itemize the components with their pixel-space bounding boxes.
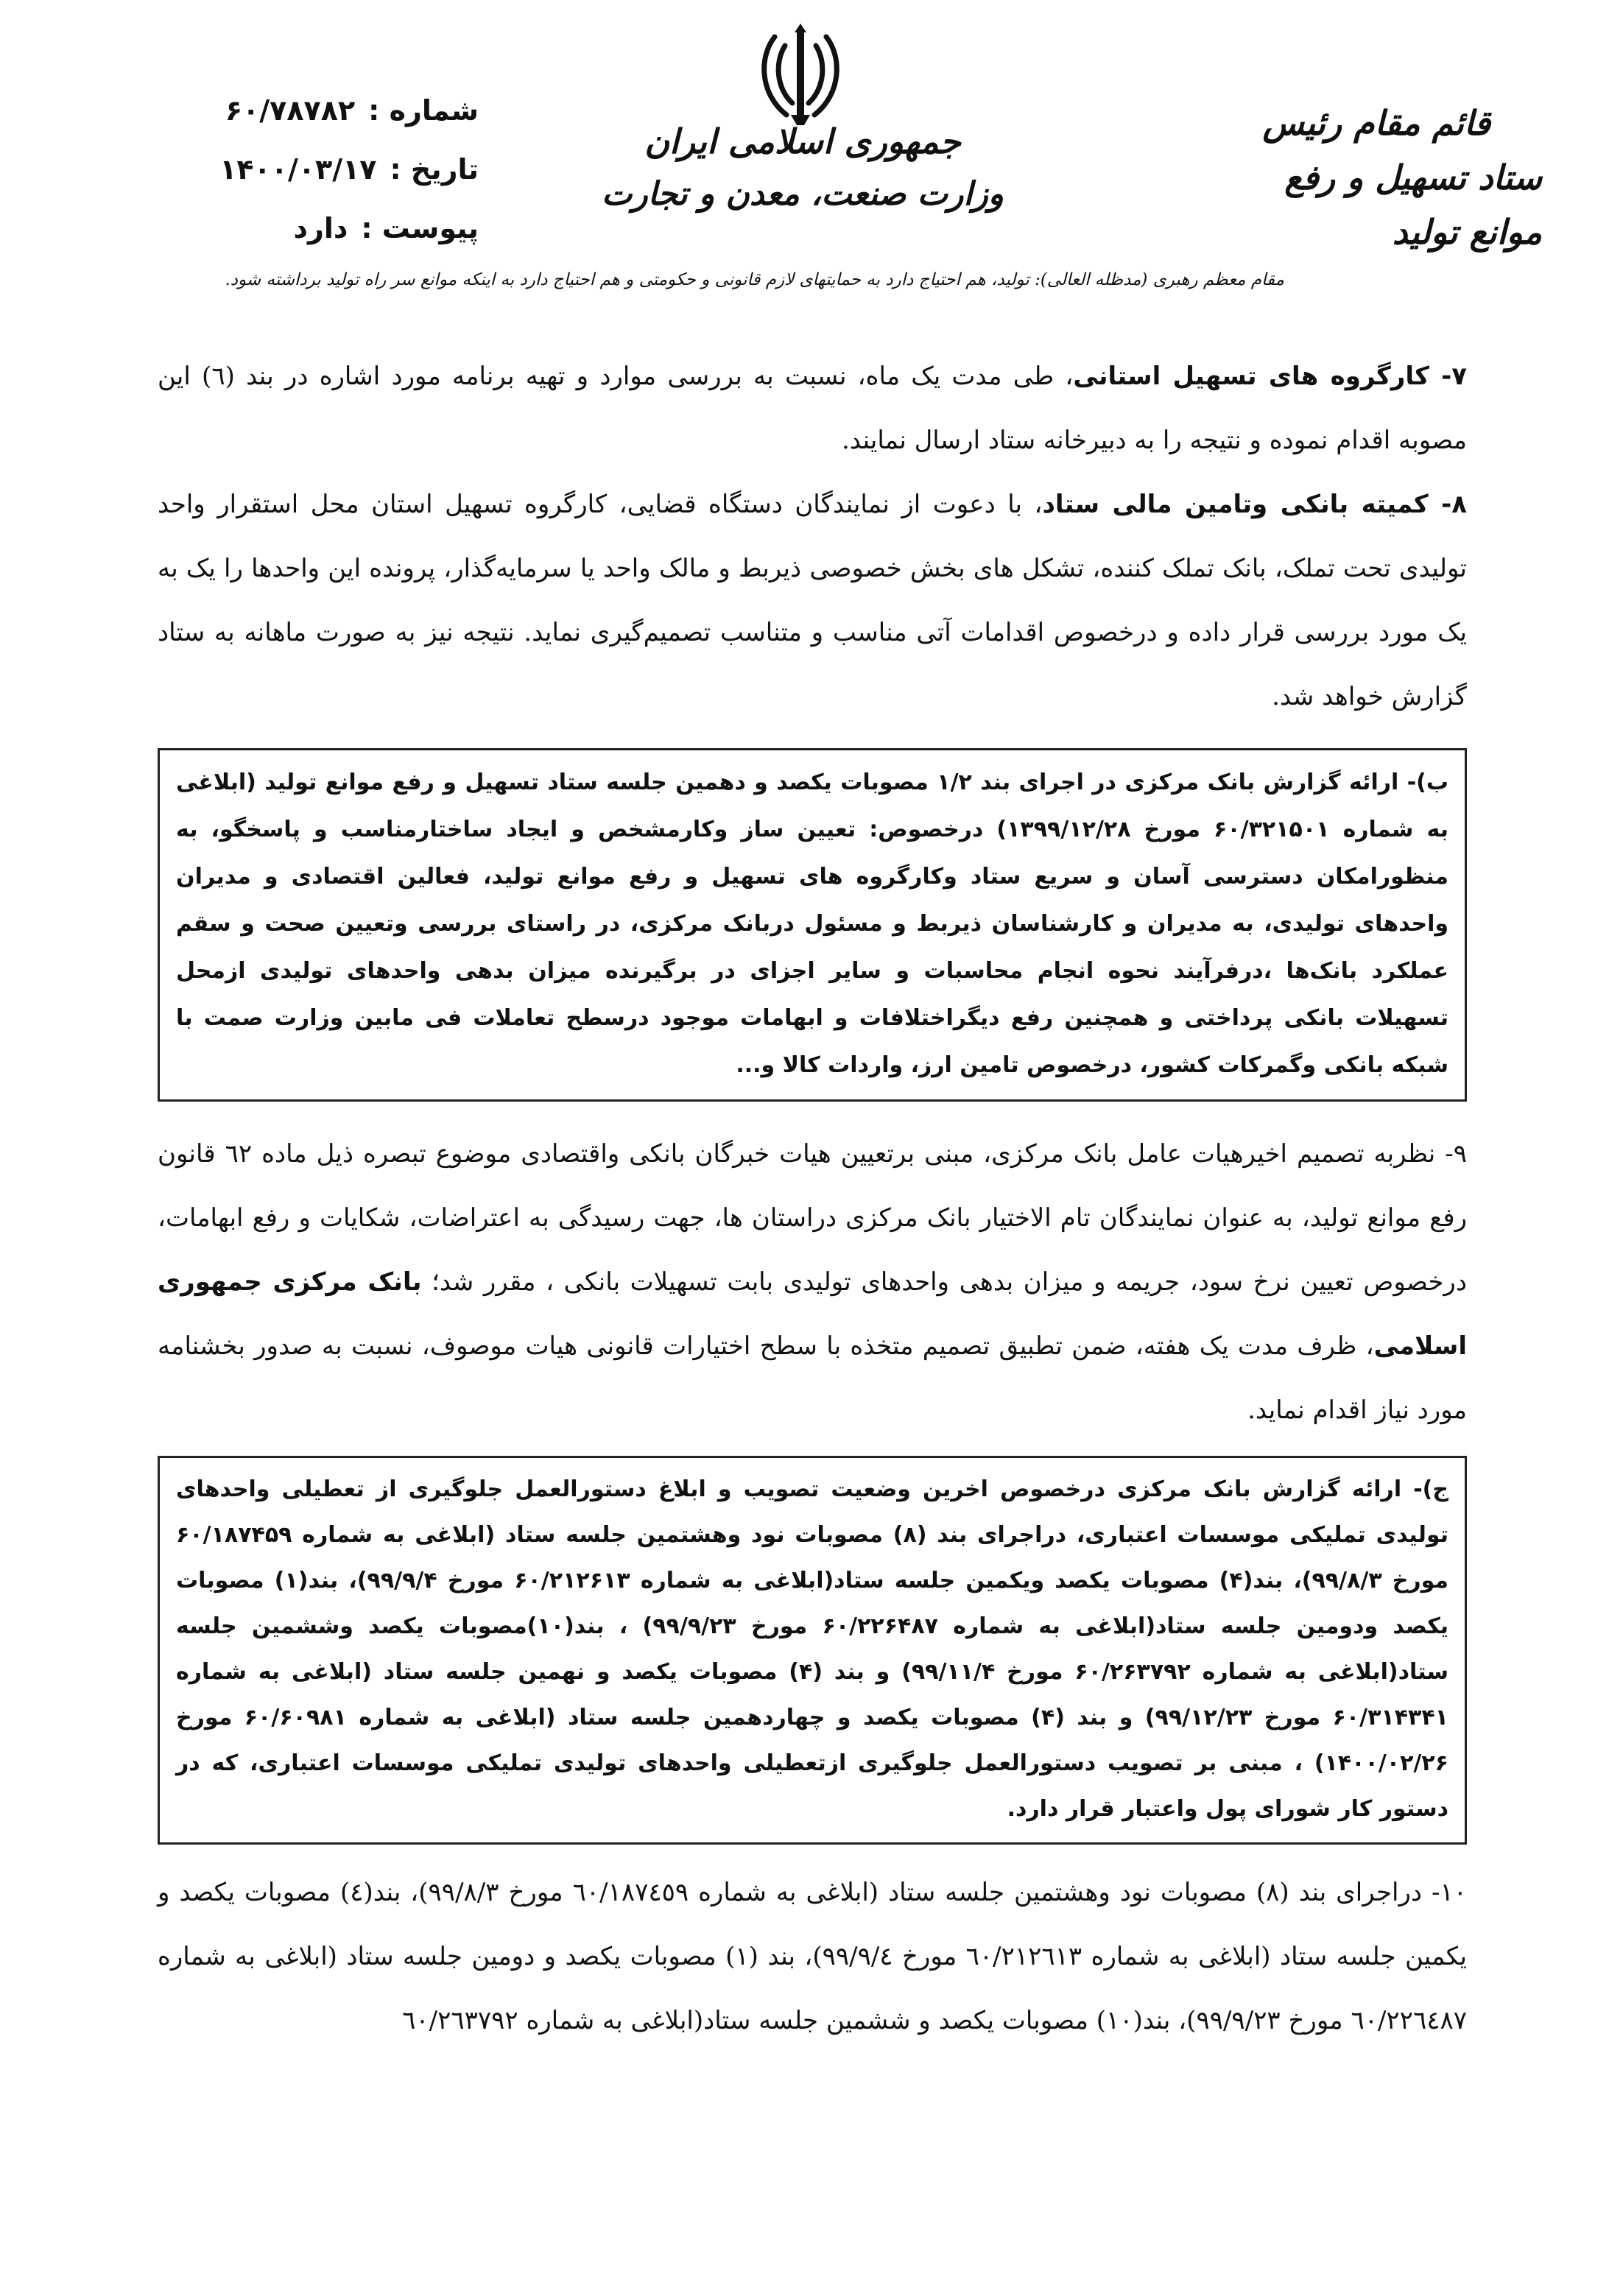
letter-attachment-value: دارد <box>293 212 348 244</box>
clause-9-text-end: ، ظرف مدت یک هفته، ضمن تطبیق تصمیم متخذه با سطح اختیارات قانونی هیات موصوف، نسبت به صدور بخشنامه مورد نیاز اقدام نماید. <box>158 1331 1467 1425</box>
boxed-report-b: ب)- ارائه گزارش بانک مرکزی در اجرای بند ۱/۲ مصوبات یکصد و دهمین جلسه ستاد تسهیل و رفع موانع تولید (ابلاغی به شماره ۶۰/۳۲۱۵۰۱ مورخ ۱۳۹۹/۱۲/۲۸) درخصوص: تعیین ساز وکارمشخص و ایجاد ساختارمناسب و پاسخگو، به منظورامکان دسترسی آسان و سریع ستاد وکارگروه های تسهیل و رفع موانع تولید، فعالین اقتصادی و مدیران واحدهای تولیدی، به مدیران و کارشناسان ذیربط و مسئول دربانک مرکزی، در راستای بررسی وتعیین صحت و سقم عملکرد بانک‌ها ،درفرآیند نحوه انجام محاسبات و سایر اجزای در برگیرنده میزان بدهی واحدهای تولیدی ازمحل تسهیلات بانکی پرداختی و همچنین رفع دیگراختلافات و ابهامات موجود درسطح تعاملات فی مابین وزارت صمت با شبکه بانکی وگمرکات کشور، درخصوص تامین ارز، واردات کالا و... <box>158 748 1467 1102</box>
boxed-report-c: ج)- ارائه گزارش بانک مرکزی درخصوص اخرین وضعیت تصویب و ابلاغ دستورالعمل جلوگیری از تعطیلی واحدهای تولیدی تملیکی موسسات اعتباری، دراجرای بند (۸) مصوبات نود وهشتمین جلسه ستاد (ابلاغی به شماره ۶۰/۱۸۷۴۵۹ مورخ ۹۹/۸/۳)، بند(۴) مصوبات یکصد ویکمین جلسه ستاد(ابلاغی به شماره ۶۰/۲۱۲۶۱۳ مورخ ۹۹/۹/۴)، بند(۱) مصوبات یکصد ودومین جلسه ستاد(ابلاغی به شماره ۶۰/۲۲۶۴۸۷ مورخ ۹۹/۹/۲۳) ، بند(۱۰)مصوبات یکصد وششمین جلسه ستاد(ابلاغی به شماره ۶۰/۲۶۳۷۹۲ مورخ ۹۹/۱۱/۴) و بند (۴) مصوبات یکصد و نهمین جلسه ستاد (ابلاغی به شماره ۶۰/۳۱۴۳۴۱ مورخ ۹۹/۱۲/۲۳) و بند (۴) مصوبات یکصد و چهاردهمین جلسه ستاد (ابلاغی به شماره ۶۰/۶۰۹۸۱ مورخ ۱۴۰۰/۰۲/۲۶) ، مبنی بر تصویب دستورالعمل جلوگیری ازتعطیلی واحدهای تولیدی تملیکی موسسات اعتباری، که در دستور کار شورای پول واعتبار قرار دارد. <box>158 1456 1467 1845</box>
letter-metadata <box>184 81 479 258</box>
clause-9-bold: بانک مرکزی جمهوری اسلامی <box>158 1267 1467 1361</box>
letter-date-value: ۱۴۰۰/۰۳/۱۷ <box>219 153 377 186</box>
letter-date-label: تاریخ : <box>390 153 479 186</box>
letter-date-row <box>184 140 479 199</box>
deputy-title: قائم مقام رئیس <box>1262 103 1490 143</box>
clause-9 <box>158 1122 1467 1443</box>
issuer-block <box>574 118 1031 224</box>
clause-8-text: ، با دعوت از نمایندگان دستگاه قضایی، کارگروه تسهیل استان محل استقرار واحد تولیدی تحت تملک، بانک تملک کننده، تشکل های بخش خصوصی ذیربط و مالک واحد یا سرمایه‌گذار، پرونده این واحدها را یک به یک مورد بررسی قرار داده و درخصوص اقدامات آتی مناسب و متناسب تصمیم‌گیری نماید. نتیجه نیز به صورت ماهانه به ستاد گزارش خواهد شد. <box>158 490 1467 711</box>
clause-7-text: ، طی مدت یک ماه، نسبت به بررسی موارد و تهیه برنامه مورد اشاره در بند (٦) این مصوبه اقدام نموده و نتیجه را به دبیرخانه ستاد ارسال نمایند. <box>158 362 1467 455</box>
letter-attachment-label: پیوست : <box>361 212 479 244</box>
clause-8 <box>158 473 1467 729</box>
letter-attachment-row <box>184 199 479 258</box>
country-name: جمهوری اسلامی ایران <box>644 122 961 161</box>
clause-8-heading: ۸- کمیته بانکی وتامین مالی ستاد <box>1042 490 1467 519</box>
clause-10: ۱۰- دراجرای بند (۸) مصوبات نود وهشتمین جلسه ستاد (ابلاغی به شماره ٦٠/١٨٧٤٥٩ مورخ ٩٩/٨/٣)، بند(٤) مصوبات یکصد و یکمین جلسه ستاد (ابلاغی به شماره ٦٠/٢١٢٦١٣ مورخ ٩٩/٩/٤)، بند (١) مصوبات یکصد و دومین جلسه ستاد (ابلاغی به شماره ٦٠/٢٢٦٤٨٧ مورخ ٩٩/٩/٢٣)، بند(١٠) مصوبات یکصد و ششمین جلسه ستاد(ابلاغی به شماره ٦٠/٢٦٣٧٩٢ <box>158 1878 1467 2035</box>
office-block <box>1233 96 1542 259</box>
iran-emblem-icon <box>753 21 848 131</box>
letter-number-value: ۶۰/۷۸۷۸۲ <box>225 94 356 127</box>
letter-body <box>158 345 1467 2053</box>
headquarters-name: ستاد تسهیل و رفع موانع تولید <box>1284 158 1542 252</box>
ministry-name: وزارت صنعت، معدن و تجارت <box>601 175 1004 213</box>
clause-7-heading: ۷- کارگروه های تسهیل استانی <box>1073 362 1468 391</box>
clause-9-text: ۹- نظربه تصمیم اخیرهیات عامل بانک مرکزی، مبنی برتعیین هیات خبرگان بانکی واقتصادی موضوع تبصره ذیل ماده ٦٢ قانون رفع موانع تولید، به عنوان نمایندگان تام الاختیار بانک مرکزی دراستان ها، جهت رسیدگی به اعتراضات، شکایات و رفع ابهامات، درخصوص تعیین نرخ سود، جریمه و میزان بدهی واحدهای تولیدی بابت تسهیلات بانکی ، مقرر شد؛ <box>158 1139 1467 1297</box>
clause-7 <box>158 345 1467 473</box>
letter-number-row <box>184 81 479 140</box>
letter-number-label: شماره : <box>368 94 479 127</box>
leader-quote: مقام معظم رهبری (مدظله العالی): تولید، هم احتیاج دارد به حمایتهای لازم قانونی و حکومتی و هم احتیاج دارد به اینکه موانع سر راه تولید برداشته شود. <box>225 270 1284 289</box>
